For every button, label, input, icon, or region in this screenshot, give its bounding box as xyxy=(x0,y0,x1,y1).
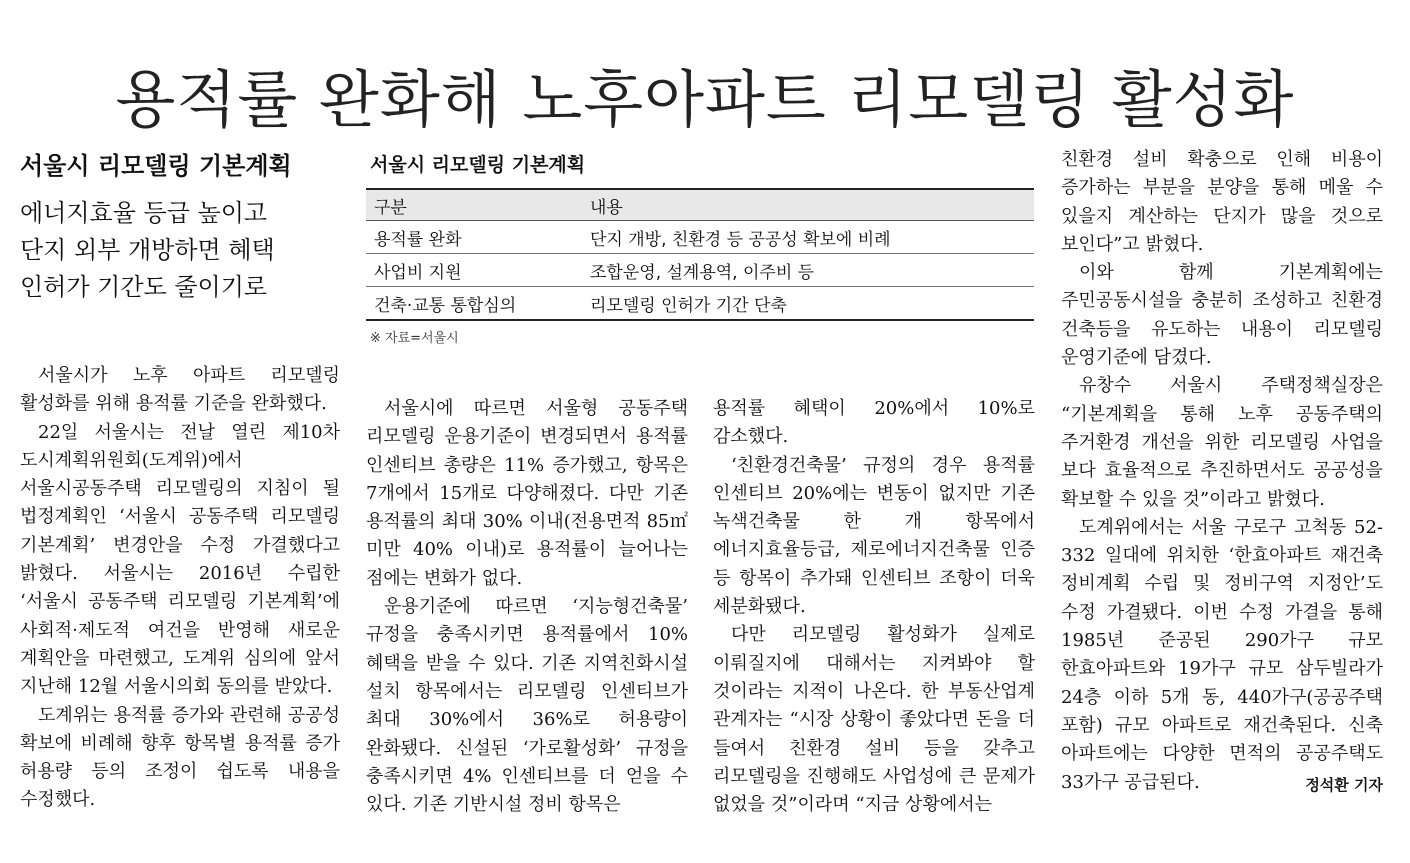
table-row xyxy=(366,254,1034,287)
subheadline xyxy=(20,148,340,306)
infobox xyxy=(366,148,1034,346)
table-cell: 조합운영, 설계용역, 이주비 등 xyxy=(582,254,1034,287)
article-column-1 xyxy=(20,362,340,815)
table-cell: 용적률 완화 xyxy=(366,221,582,254)
article-paragraph-continued: 친환경 설비 확충으로 인해 비용이 증가하는 부분을 분양을 통해 메울 수 있을지 계산하는 단지가 많을 것으로 보인다”고 밝혔다. xyxy=(1061,149,1383,255)
infobox-table xyxy=(366,188,1034,321)
subheadline-line: 에너지효율 등급 높이고 xyxy=(20,199,268,227)
article-paragraph-last xyxy=(1061,514,1383,797)
subheadline-title: 서울시 리모델링 기본계획 xyxy=(20,152,292,180)
article-paragraph: 이와 함께 기본계획에는 주민공동시설을 충분히 조성하고 친환경 건축등을 유도하는 내용이 리모델링 운영기준에 담겼다. xyxy=(1061,262,1383,369)
article-paragraph: 운용기준에 따르면 ‘지능형건축물’ 규정을 충족시키면 용적률에서 10% 혜택을 받을 수 있다. 기존 지역친화시설 설치 항목에서는 리모델링 인센티브가 최대 30%에서 36%로 허용량이 완화됐다. 신설된 ‘가로활성화’ 규정을 충족시키면 4% 인센티브를 더 얻을 수 있다. 기존 기반시설 정비 항목은 xyxy=(366,596,688,816)
infobox-source: ※ 자료=서울시 xyxy=(370,331,459,346)
article-paragraph: 22일 서울시는 전날 열린 제10차 도시계획위원회(도계위)에서 서울시공동주택 리모델링의 지침이 될 법정계획인 ‘서울시 공동주택 리모델링 기본계획’ 변경안을 수정 가결했다고 밝혔다. 서울시는 2016년 수립한 ‘서울시 공동주택 리모델링 기본계획’에 사회적·제도적 여건을 반영해 새로운 계획안을 마련했고, 도계위 심의에 앞서 지난해 12월 서울시의회 동의를 받았다. xyxy=(20,421,340,698)
byline: 정석환 기자 xyxy=(1305,775,1383,794)
article-paragraph: 서울시가 노후 아파트 리모델링 활성화를 위해 용적률 기준을 완화했다. xyxy=(20,365,340,415)
table-header-row xyxy=(366,189,1034,221)
article-paragraph: 유창수 서울시 주택정책실장은 “기본계획을 통해 노후 공동주택의 주거환경 개선을 위한 리모델링 사업을 보다 효율적으로 추진하면서도 공공성을 확보할 수 있을 것”이라고 밝혔다. xyxy=(1061,375,1383,510)
table-cell: 건축·교통 통합심의 xyxy=(366,287,582,321)
article-paragraph: ‘친환경건축물’ 규정의 경우 용적률 인센티브 20%에는 변동이 없지만 기존 녹색건축물 한 개 항목에서 에너지효율등급, 제로에너지건축물 인증 등 항목이 추가돼 인센티브 조항이 더욱 세분화됐다. xyxy=(713,454,1035,618)
article-paragraph: 다만 리모델링 활성화가 실제로 이뤄질지에 대해서는 지켜봐야 할 것이라는 지적이 나온다. 한 부동산업계 관계자는 “시장 상황이 좋았다면 돈을 더 들여서 친환경 설비 등을 갖추고 리모델링을 진행해도 사업성에 큰 문제가 없었을 것”이라며 “지금 상황에서는 xyxy=(713,624,1035,816)
article-column-3 xyxy=(713,395,1035,819)
headline: 용적률 완화해 노후아파트 리모델링 활성화 xyxy=(115,62,1295,136)
subheadline-line: 단지 외부 개방하면 혜택 xyxy=(20,236,275,264)
subheadline-line: 인허가 기간도 줄이기로 xyxy=(20,273,268,301)
table-cell: 리모델링 인허가 기간 단축 xyxy=(582,287,1034,321)
article-text: 도계위에서는 서울 구로구 고척동 52-332 일대에 위치한 ‘한효아파트 재건축 정비계획 수립 및 정비구역 지정안’도 수정 가결됐다. 이번 수정 가결을 통해 1985년 준공된 290가구 규모 한효아파트와 19가구 규모 삼두빌라가 24층 이하 5개 동, 440가구(공공주택 포함) 규모 아파트로 재건축된다. 신축 아파트에는 다양한 면적의 공공주택도 33가구 공급된다. xyxy=(1061,516,1383,793)
article-paragraph: 서울시에 따르면 서울형 공동주택 리모델링 운용기준이 변경되면서 용적률 인센티브 총량은 11% 증가했고, 항목은 7개에서 15개로 다양해졌다. 다만 기존 용적률의 최대 30% 이내(전용면적 85㎡ 미만 40% 이내)로 용적률이 늘어나는 점에는 변화가 없다. xyxy=(366,398,688,589)
table-row xyxy=(366,287,1034,321)
table-header-category: 구분 xyxy=(366,189,582,221)
table-cell: 단지 개방, 친환경 등 공공성 확보에 비례 xyxy=(582,221,1034,254)
table-cell: 사업비 지원 xyxy=(366,254,582,287)
table-header-content: 내용 xyxy=(582,189,1034,221)
article-paragraph-continued: 용적률 혜택이 20%에서 10%로 감소했다. xyxy=(713,398,1035,448)
table-row xyxy=(366,221,1034,254)
infobox-title: 서울시 리모델링 기본계획 xyxy=(370,154,586,176)
article-column-4 xyxy=(1061,146,1383,799)
article-paragraph: 도계위는 용적률 증가와 관련해 공공성 확보에 비례해 향후 항목별 용적률 증가 허용량 등의 조정이 쉽도록 내용을 수정했다. xyxy=(20,704,340,811)
article-column-2 xyxy=(366,395,688,819)
